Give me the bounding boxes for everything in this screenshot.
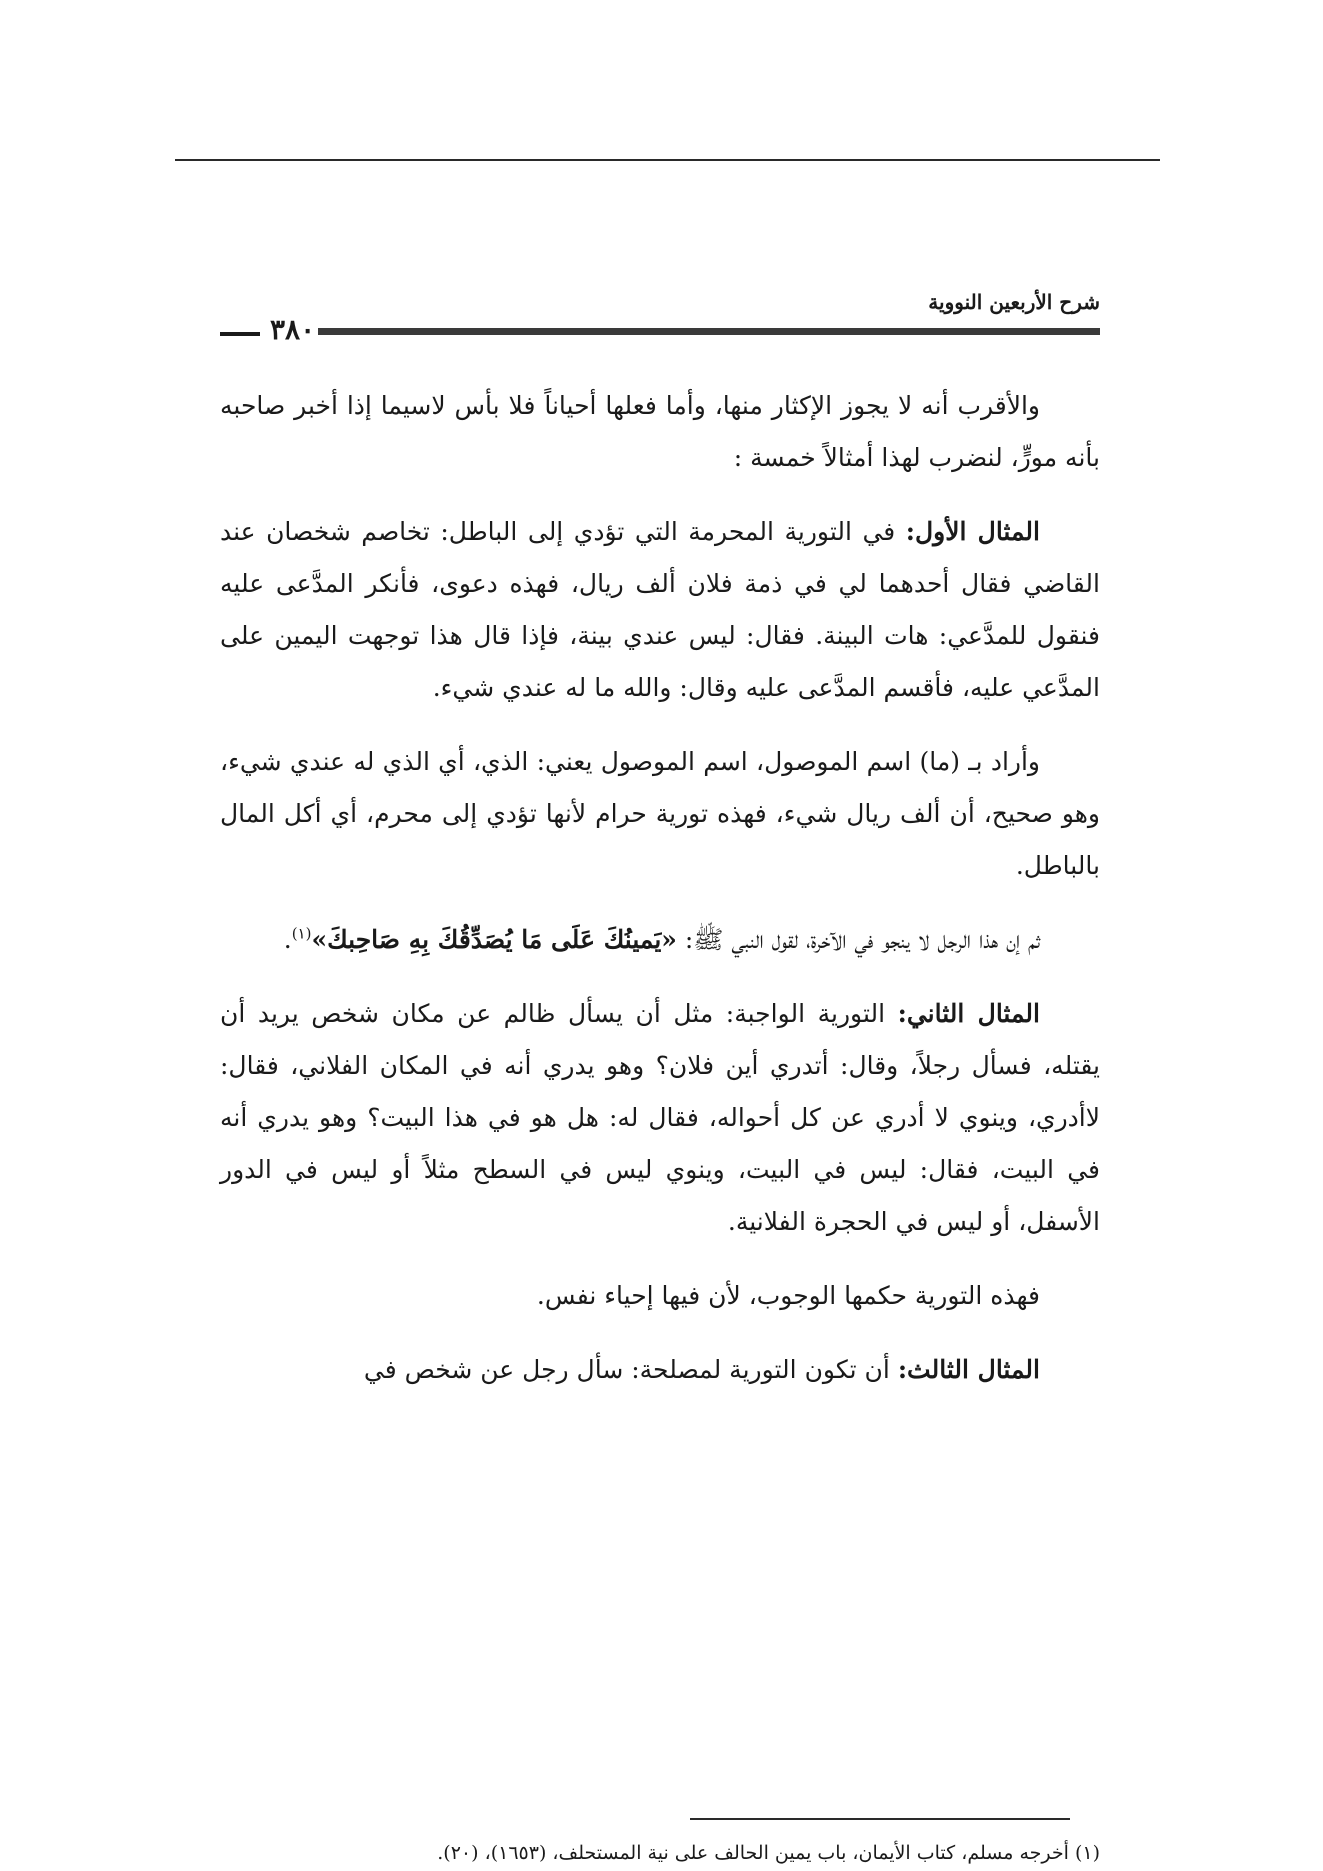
top-rule [175, 159, 1160, 161]
paragraph [220, 1344, 1100, 1396]
footnote [220, 1838, 1100, 1868]
footnote-text: أخرجه مسلم، كتاب الأيمان، باب يمين الحالف على نية المستحلف، (١٦٥٣)، (٢٠). [437, 1842, 1069, 1864]
paragraph-text: ثم إن هذا الرجل لا ينجو في الآخرة، لقول النبي ﷺ: [684, 925, 1040, 954]
paragraph-text: التورية الواجبة: مثل أن يسأل ظالم عن مكان شخص يريد أن يقتله، فسأل رجلاً، وقال: أتدري أين فلان؟ وهو يدري أنه في المكان الفلاني، فقال: لاأدري، وينوي لا أدري عن كل أحواله، فقال له: هل هو في هذا البيت؟ وهو يدري أنه في البيت، فقال: ليس في البيت، وينوي ليس في السطح مثلاً أو ليس في الدور الأسفل، أو ليس في الحجرة الفلانية. [220, 999, 1100, 1236]
footnote-ref: (١) [291, 924, 312, 943]
paragraph-text: وأراد بـ (ما) اسم الموصول، اسم الموصول يعني: الذي، أي الذي له عندي شيء، وهو صحيح، أن ألف ريال شيء، فهذه تورية حرام لأنها تؤدي إلى محرم، أي أكل المال بالباطل. [220, 747, 1100, 880]
page-body [220, 380, 1100, 1418]
example-label: المثال الأول: [905, 517, 1040, 546]
paragraph [220, 380, 1100, 484]
hadith-quote: «يَمينُكَ عَلَى مَا يُصَدِّقُكَ بِهِ صَاحِبكَ» [311, 925, 677, 954]
paragraph-text: والأقرب أنه لا يجوز الإكثار منها، وأما فعلها أحياناً فلا بأس لاسيما إذا أخبر صاحبه بأنه مورٍّ، لنضرب لهذا أمثالاً خمسة : [220, 391, 1100, 472]
paragraph [220, 506, 1100, 714]
page-header [220, 290, 1100, 350]
page-number: ٣٨٠ [270, 313, 316, 346]
paragraph-text: في التورية المحرمة التي تؤدي إلى الباطل: تخاصم شخصان عند القاضي فقال أحدهما لي في ذمة فلان ألف ريال، فهذه دعوى، فأنكر المدَّعى عليه فنقول للمدَّعي: هات البينة. فقال: ليس عندي بينة، فإذا قال هذا توجهت اليمين على المدَّعي عليه، فأقسم المدَّعى عليه وقال: والله ما له عندي شيء. [220, 517, 1100, 702]
header-rule-short [220, 332, 260, 336]
paragraph-tail: . [283, 925, 292, 954]
paragraph-text: أن تكون التورية لمصلحة: سأل رجل عن شخص في [363, 1355, 890, 1384]
paragraph-text: فهذه التورية حكمها الوجوب، لأن فيها إحياء نفس. [536, 1281, 1040, 1310]
paragraph [220, 736, 1100, 892]
footnote-marker: (١) [1074, 1842, 1100, 1864]
running-title: شرح الأربعين النووية [928, 290, 1100, 314]
example-label: المثال الثالث: [897, 1355, 1040, 1384]
paragraph [220, 1270, 1100, 1322]
header-rule [318, 328, 1100, 335]
footnote-rule [690, 1818, 1070, 1820]
paragraph [220, 988, 1100, 1248]
example-label: المثال الثاني: [897, 999, 1040, 1028]
paragraph [220, 914, 1100, 966]
